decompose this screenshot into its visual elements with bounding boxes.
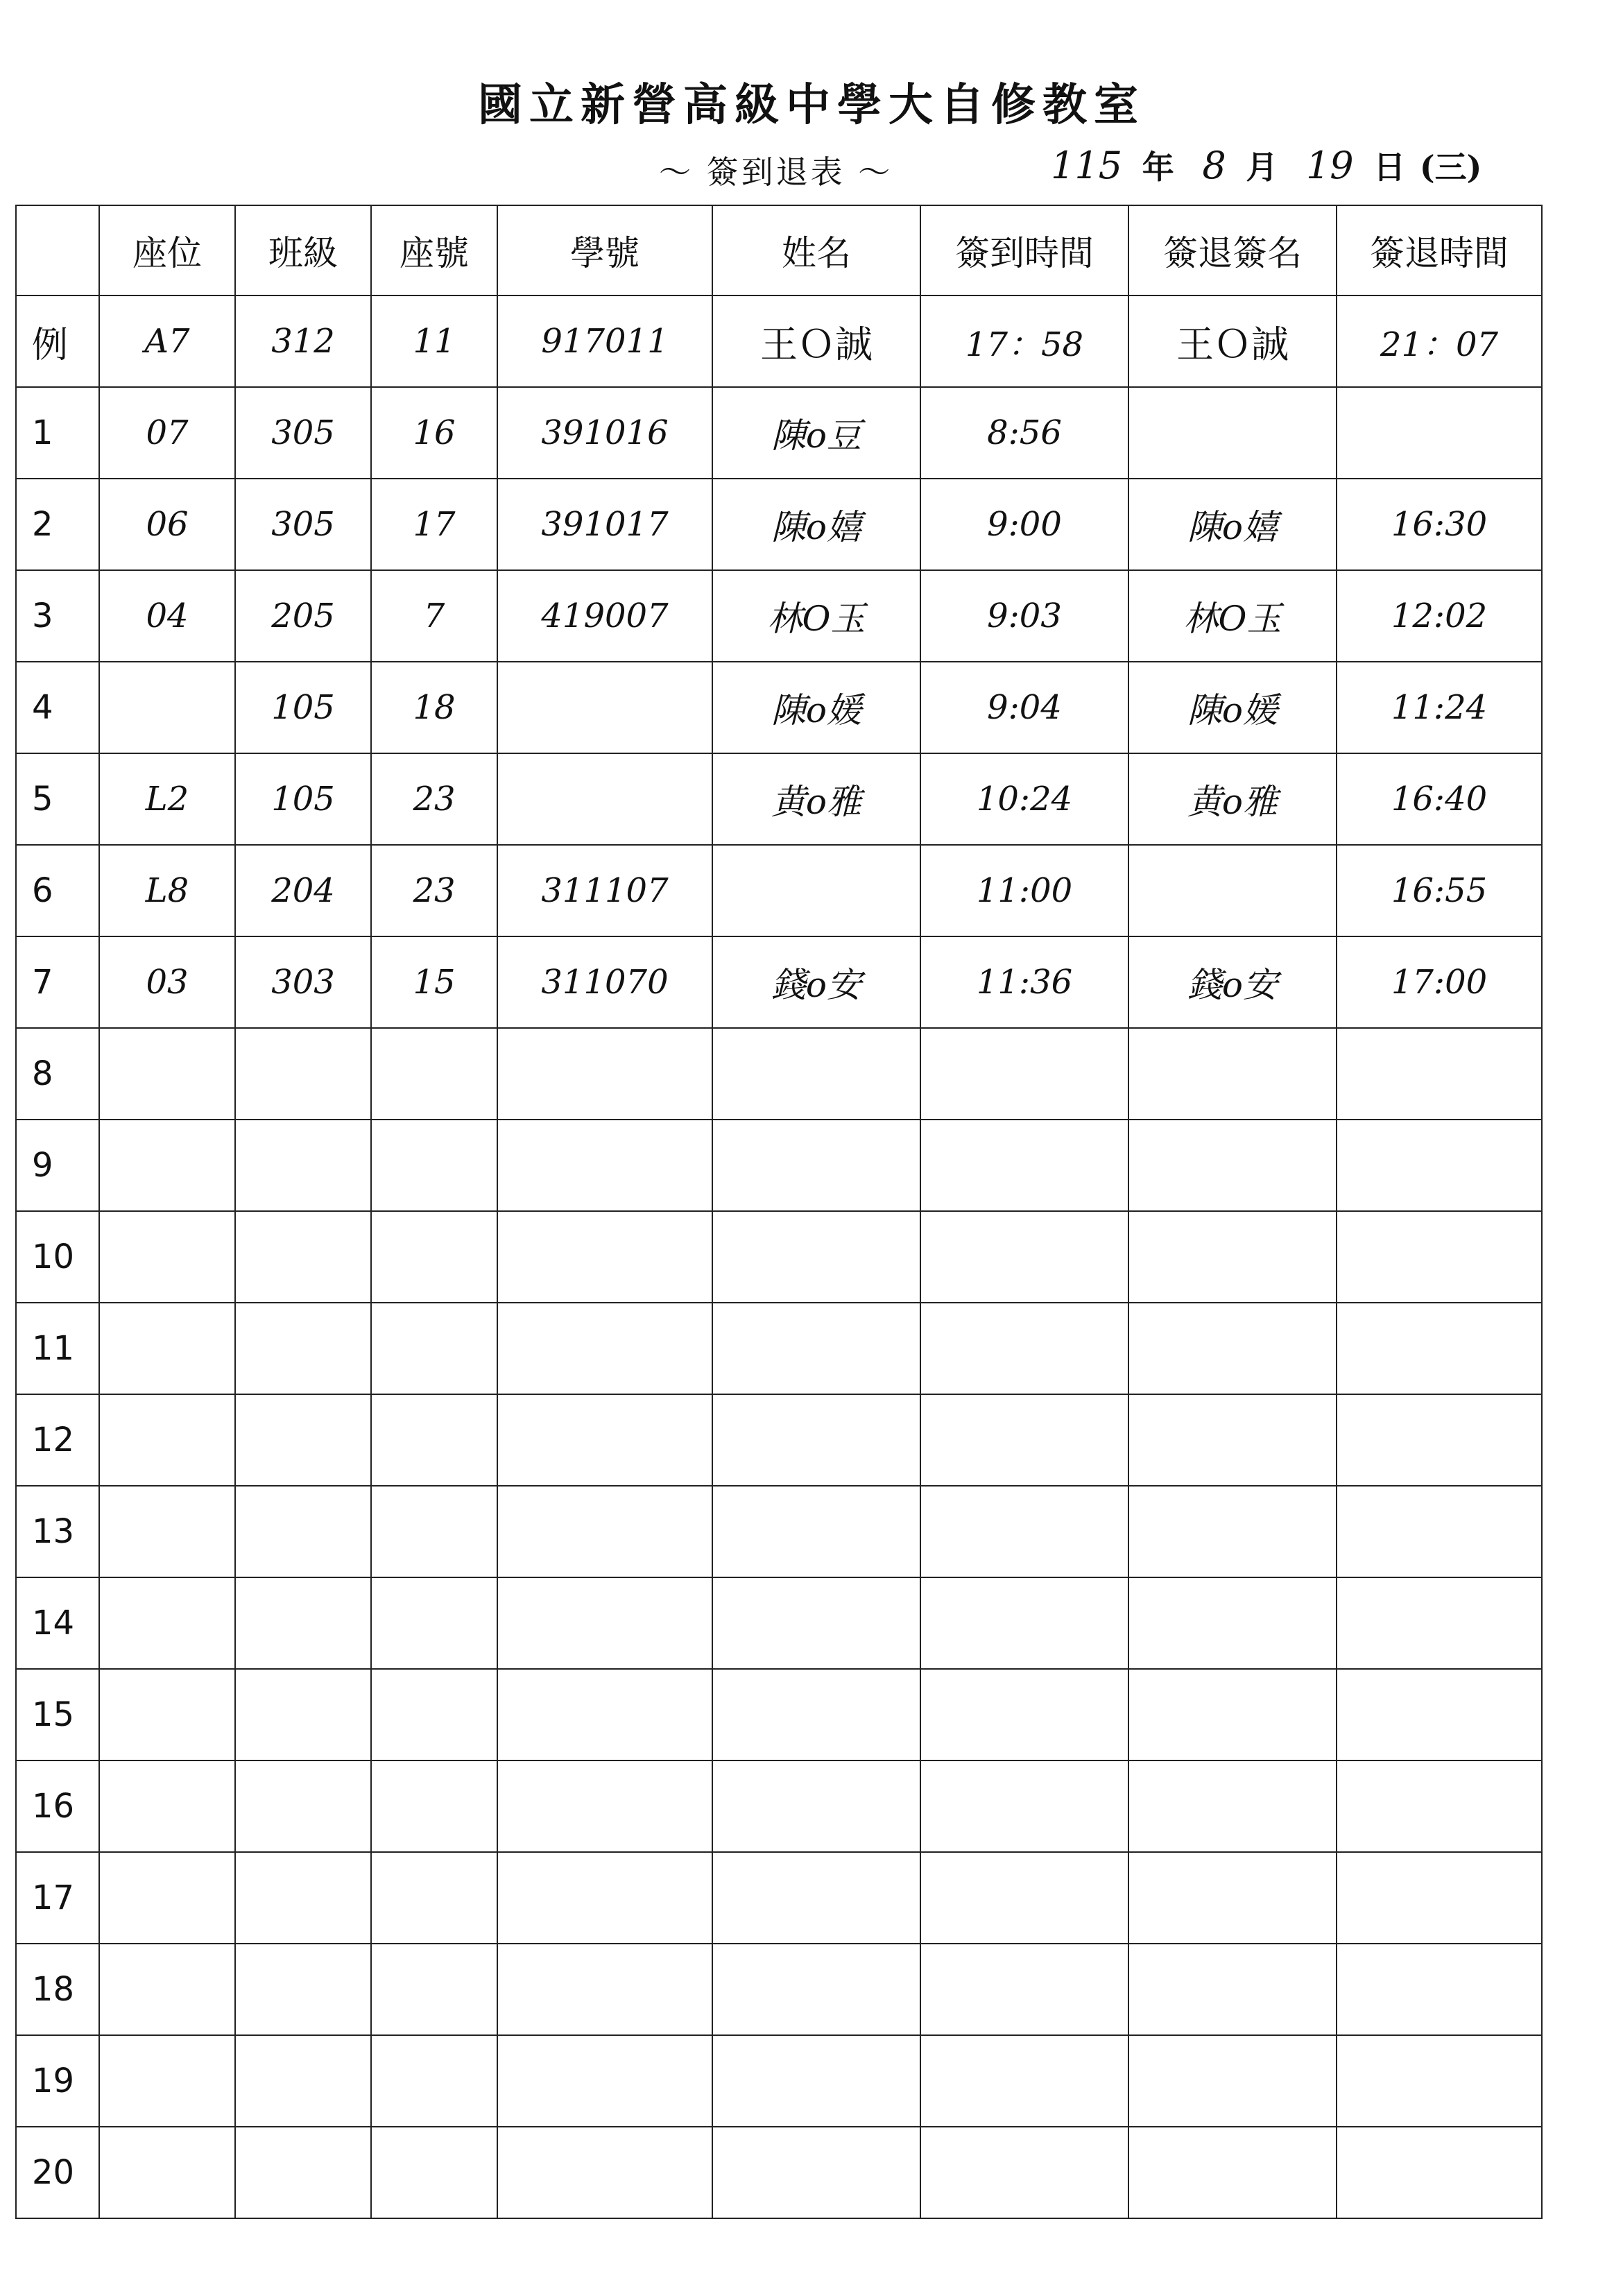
number-cell[interactable] (371, 1211, 497, 1303)
number-cell[interactable]: 7 (371, 570, 497, 662)
checkout-cell[interactable] (1337, 1486, 1542, 1577)
class-cell[interactable] (235, 1944, 371, 2035)
class-cell[interactable] (235, 2127, 371, 2218)
seat-cell[interactable] (99, 1028, 235, 1120)
date-year[interactable]: 115 (1051, 144, 1123, 187)
class-cell[interactable]: 305 (235, 387, 371, 479)
number-cell[interactable]: 17 (371, 479, 497, 570)
table-row (16, 2035, 1542, 2127)
checkin-cell[interactable] (920, 1303, 1128, 1394)
checkout-cell[interactable]: 17:00 (1337, 936, 1542, 1028)
signature-cell[interactable]: 黄o雅 (1128, 753, 1337, 845)
checkin-cell[interactable] (920, 1028, 1128, 1120)
student-id-cell[interactable]: 311107 (497, 845, 712, 936)
table-row (16, 1028, 1542, 1120)
seat-cell[interactable] (99, 1303, 235, 1394)
signature-cell[interactable] (1128, 1852, 1337, 1944)
form-title: 國立新營高級中學大自修教室 (478, 79, 1145, 131)
checkin-cell[interactable]: 9:03 (920, 570, 1128, 662)
row-number: 7 (16, 936, 99, 1028)
row-number: 16 (16, 1760, 99, 1852)
class-cell[interactable]: 105 (235, 753, 371, 845)
seat-cell[interactable] (99, 1944, 235, 2035)
number-cell[interactable] (371, 1394, 497, 1486)
name-cell[interactable] (712, 845, 920, 936)
signature-cell[interactable]: 陳o嬉 (1128, 479, 1337, 570)
example-row (16, 295, 1542, 387)
seat-cell[interactable]: 04 (99, 570, 235, 662)
class-cell[interactable]: 303 (235, 936, 371, 1028)
name-cell[interactable] (712, 1852, 920, 1944)
seat-cell[interactable]: L8 (99, 845, 235, 936)
table-row (16, 1486, 1542, 1577)
number-cell[interactable] (371, 1760, 497, 1852)
checkout-cell[interactable] (1337, 1669, 1542, 1760)
name-cell[interactable] (712, 1303, 920, 1394)
name-cell[interactable] (712, 2127, 920, 2218)
name-cell[interactable]: 錢o安 (712, 936, 920, 1028)
checkin-cell[interactable]: 11:36 (920, 936, 1128, 1028)
signature-cell[interactable] (1128, 1120, 1337, 1211)
number-cell[interactable] (371, 2127, 497, 2218)
col-header-signature: 簽退簽名 (1128, 205, 1337, 295)
year-label: 年 (1142, 148, 1174, 186)
example-checkin: 17：58 (920, 295, 1128, 387)
class-cell[interactable] (235, 1486, 371, 1577)
col-header-checkin: 簽到時間 (920, 205, 1128, 295)
seat-cell[interactable] (99, 1760, 235, 1852)
checkin-cell[interactable]: 10:24 (920, 753, 1128, 845)
table-row (16, 1852, 1542, 1944)
number-cell[interactable]: 18 (371, 662, 497, 753)
signature-cell[interactable] (1128, 1303, 1337, 1394)
checkout-cell[interactable]: 16:55 (1337, 845, 1542, 936)
col-header-class: 班級 (235, 205, 371, 295)
class-cell[interactable] (235, 1303, 371, 1394)
table-row (16, 1120, 1542, 1211)
number-cell[interactable] (371, 1852, 497, 1944)
student-id-cell[interactable]: 391016 (497, 387, 712, 479)
checkout-cell[interactable]: 11:24 (1337, 662, 1542, 753)
student-id-cell[interactable] (497, 1486, 712, 1577)
student-id-cell[interactable] (497, 1028, 712, 1120)
class-cell[interactable]: 105 (235, 662, 371, 753)
table-row (16, 1577, 1542, 1669)
checkin-cell[interactable] (920, 2127, 1128, 2218)
month-label: 月 (1246, 148, 1278, 186)
name-cell[interactable] (712, 1760, 920, 1852)
table-row (16, 479, 1542, 570)
seat-cell[interactable]: 03 (99, 936, 235, 1028)
class-cell[interactable] (235, 1669, 371, 1760)
row-number: 2 (16, 479, 99, 570)
signature-cell[interactable]: 錢o安 (1128, 936, 1337, 1028)
checkout-cell[interactable] (1337, 1944, 1542, 2035)
seat-cell[interactable] (99, 1486, 235, 1577)
checkout-cell[interactable] (1337, 1852, 1542, 1944)
checkin-cell[interactable] (920, 2035, 1128, 2127)
number-cell[interactable]: 23 (371, 845, 497, 936)
checkout-cell[interactable] (1337, 1303, 1542, 1394)
checkin-cell[interactable] (920, 1394, 1128, 1486)
day-label: 日 (1373, 148, 1406, 186)
checkin-cell[interactable] (920, 1852, 1128, 1944)
form-subtitle: ～ 簽到退表 ～ (659, 153, 893, 191)
col-header-number: 座號 (371, 205, 497, 295)
row-number: 10 (16, 1211, 99, 1303)
checkin-cell[interactable] (920, 1944, 1128, 2035)
signature-cell[interactable]: 陳o媛 (1128, 662, 1337, 753)
table-row (16, 662, 1542, 753)
row-number: 3 (16, 570, 99, 662)
row-number: 11 (16, 1303, 99, 1394)
row-number: 17 (16, 1852, 99, 1944)
checkout-cell[interactable] (1337, 2035, 1542, 2127)
signature-cell[interactable] (1128, 1486, 1337, 1577)
student-id-cell[interactable] (497, 1852, 712, 1944)
checkout-cell[interactable] (1337, 1577, 1542, 1669)
class-cell[interactable] (235, 1852, 371, 1944)
name-cell[interactable]: 黄o雅 (712, 753, 920, 845)
name-cell[interactable]: 林O玉 (712, 570, 920, 662)
signature-cell[interactable] (1128, 1394, 1337, 1486)
table-row (16, 1211, 1542, 1303)
name-cell[interactable]: 陳o豆 (712, 387, 920, 479)
checkout-cell[interactable] (1337, 2127, 1542, 2218)
example-label: 例 (16, 295, 99, 387)
date-weekday[interactable]: (三) (1419, 148, 1482, 186)
signature-cell[interactable] (1128, 1028, 1337, 1120)
row-number: 12 (16, 1394, 99, 1486)
row-number: 19 (16, 2035, 99, 2127)
checkout-cell[interactable] (1337, 1211, 1542, 1303)
row-number: 14 (16, 1577, 99, 1669)
table-row (16, 2127, 1542, 2218)
name-cell[interactable] (712, 1394, 920, 1486)
checkin-cell[interactable] (920, 1760, 1128, 1852)
number-cell[interactable] (371, 1120, 497, 1211)
signature-cell[interactable] (1128, 387, 1337, 479)
seat-cell[interactable]: 07 (99, 387, 235, 479)
student-id-cell[interactable] (497, 662, 712, 753)
student-id-cell[interactable]: 311070 (497, 936, 712, 1028)
name-cell[interactable] (712, 1120, 920, 1211)
student-id-cell[interactable] (497, 1577, 712, 1669)
signature-cell[interactable] (1128, 2035, 1337, 2127)
seat-cell[interactable]: 06 (99, 479, 235, 570)
checkout-cell[interactable] (1337, 1760, 1542, 1852)
class-cell[interactable]: 305 (235, 479, 371, 570)
row-number: 13 (16, 1486, 99, 1577)
example-class: 312 (235, 295, 371, 387)
checkout-cell[interactable] (1337, 387, 1542, 479)
checkout-cell[interactable]: 16:30 (1337, 479, 1542, 570)
col-header-checkout: 簽退時間 (1337, 205, 1542, 295)
student-id-cell[interactable] (497, 2035, 712, 2127)
student-id-cell[interactable] (497, 1669, 712, 1760)
table-row (16, 753, 1542, 845)
signature-cell[interactable] (1128, 2127, 1337, 2218)
student-id-cell[interactable]: 391017 (497, 479, 712, 570)
table-row (16, 936, 1542, 1028)
table-row (16, 1944, 1542, 2035)
seat-cell[interactable] (99, 1120, 235, 1211)
checkout-cell[interactable] (1337, 1120, 1542, 1211)
seat-cell[interactable] (99, 662, 235, 753)
checkin-cell[interactable] (920, 1120, 1128, 1211)
seat-cell[interactable]: L2 (99, 753, 235, 845)
col-header-index (16, 205, 99, 295)
row-number: 8 (16, 1028, 99, 1120)
row-number: 18 (16, 1944, 99, 2035)
student-id-cell[interactable] (497, 1394, 712, 1486)
student-id-cell[interactable]: 419007 (497, 570, 712, 662)
number-cell[interactable] (371, 1669, 497, 1760)
name-cell[interactable] (712, 1577, 920, 1669)
checkout-cell[interactable]: 16:40 (1337, 753, 1542, 845)
table-row (16, 1394, 1542, 1486)
checkin-cell[interactable] (920, 1577, 1128, 1669)
example-checkout: 21：07 (1337, 295, 1542, 387)
name-cell[interactable] (712, 2035, 920, 2127)
number-cell[interactable] (371, 1577, 497, 1669)
class-cell[interactable] (235, 1028, 371, 1120)
row-number: 1 (16, 387, 99, 479)
class-cell[interactable] (235, 1577, 371, 1669)
col-header-student-id: 學號 (497, 205, 712, 295)
name-cell[interactable] (712, 1211, 920, 1303)
date-line (1051, 142, 1482, 188)
checkin-cell[interactable]: 9:04 (920, 662, 1128, 753)
checkin-cell[interactable] (920, 1211, 1128, 1303)
example-seat: A7 (99, 295, 235, 387)
class-cell[interactable]: 205 (235, 570, 371, 662)
name-cell[interactable]: 陳o嬉 (712, 479, 920, 570)
signature-cell[interactable]: 林O玉 (1128, 570, 1337, 662)
seat-cell[interactable] (99, 1211, 235, 1303)
row-number: 20 (16, 2127, 99, 2218)
seat-cell[interactable] (99, 1669, 235, 1760)
example-student-id: 917011 (497, 295, 712, 387)
class-cell[interactable]: 204 (235, 845, 371, 936)
example-name: 王Ｏ誠 (712, 295, 920, 387)
checkout-cell[interactable] (1337, 1394, 1542, 1486)
row-number: 9 (16, 1120, 99, 1211)
row-number: 6 (16, 845, 99, 936)
seat-cell[interactable] (99, 2127, 235, 2218)
col-header-name: 姓名 (712, 205, 920, 295)
seat-cell[interactable] (99, 1577, 235, 1669)
class-cell[interactable] (235, 1211, 371, 1303)
signature-cell[interactable] (1128, 1211, 1337, 1303)
class-cell[interactable] (235, 2035, 371, 2127)
student-id-cell[interactable] (497, 1120, 712, 1211)
student-id-cell[interactable] (497, 1303, 712, 1394)
student-id-cell[interactable] (497, 2127, 712, 2218)
name-cell[interactable]: 陳o媛 (712, 662, 920, 753)
seat-cell[interactable] (99, 2035, 235, 2127)
date-day[interactable]: 19 (1305, 144, 1354, 187)
checkin-cell[interactable]: 11:00 (920, 845, 1128, 936)
checkout-cell[interactable]: 12:02 (1337, 570, 1542, 662)
checkin-cell[interactable]: 9:00 (920, 479, 1128, 570)
row-number: 4 (16, 662, 99, 753)
checkin-cell[interactable]: 8:56 (920, 387, 1128, 479)
table-row (16, 845, 1542, 936)
table-row (16, 570, 1542, 662)
signature-cell[interactable] (1128, 845, 1337, 936)
row-number: 15 (16, 1669, 99, 1760)
number-cell[interactable]: 23 (371, 753, 497, 845)
number-cell[interactable] (371, 1303, 497, 1394)
student-id-cell[interactable] (497, 1760, 712, 1852)
number-cell[interactable] (371, 2035, 497, 2127)
student-id-cell[interactable] (497, 753, 712, 845)
name-cell[interactable] (712, 1669, 920, 1760)
number-cell[interactable]: 16 (371, 387, 497, 479)
checkout-cell[interactable] (1337, 1028, 1542, 1120)
signature-cell[interactable] (1128, 1760, 1337, 1852)
example-number: 11 (371, 295, 497, 387)
date-month[interactable]: 8 (1202, 144, 1226, 187)
signature-cell[interactable] (1128, 1669, 1337, 1760)
seat-cell[interactable] (99, 1852, 235, 1944)
number-cell[interactable] (371, 1944, 497, 2035)
row-number: 5 (16, 753, 99, 845)
class-cell[interactable] (235, 1760, 371, 1852)
number-cell[interactable] (371, 1028, 497, 1120)
signature-cell[interactable] (1128, 1944, 1337, 2035)
number-cell[interactable] (371, 1486, 497, 1577)
col-header-seat: 座位 (99, 205, 235, 295)
name-cell[interactable] (712, 1028, 920, 1120)
table-row (16, 1303, 1542, 1394)
table-row (16, 1760, 1542, 1852)
number-cell[interactable]: 15 (371, 936, 497, 1028)
class-cell[interactable] (235, 1394, 371, 1486)
checkin-cell[interactable] (920, 1669, 1128, 1760)
signature-cell[interactable] (1128, 1577, 1337, 1669)
header-row (16, 205, 1542, 295)
student-id-cell[interactable] (497, 1211, 712, 1303)
class-cell[interactable] (235, 1120, 371, 1211)
checkin-cell[interactable] (920, 1486, 1128, 1577)
example-signature: 王Ｏ誠 (1128, 295, 1337, 387)
name-cell[interactable] (712, 1944, 920, 2035)
table-row (16, 387, 1542, 479)
sign-in-table (15, 205, 1543, 2219)
student-id-cell[interactable] (497, 1944, 712, 2035)
seat-cell[interactable] (99, 1394, 235, 1486)
table-row (16, 1669, 1542, 1760)
name-cell[interactable] (712, 1486, 920, 1577)
